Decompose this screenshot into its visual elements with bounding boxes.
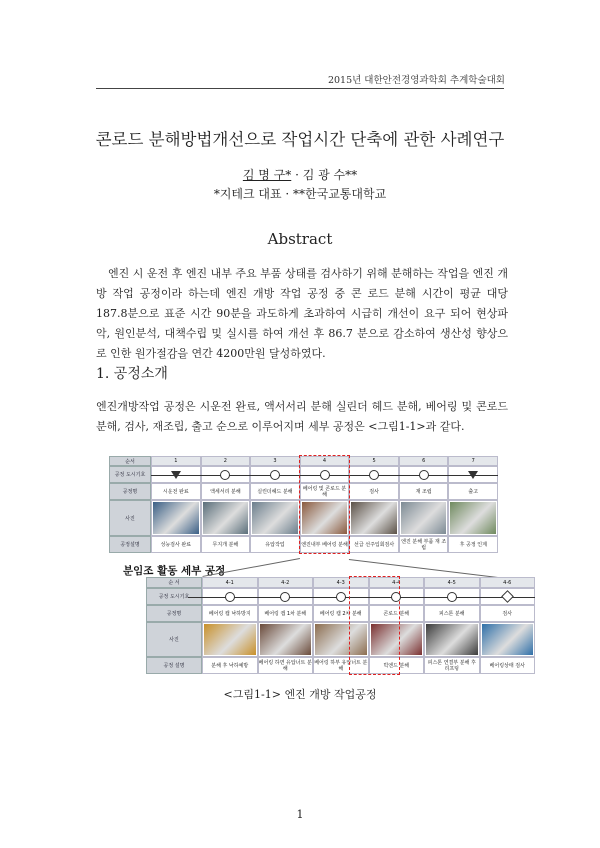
- bottom-cell-desc: 베어링 하면 유압너트 분해: [258, 657, 314, 674]
- top-row-label-sym: 공정 도시기호: [109, 466, 151, 483]
- bottom-symbol-circle-icon: [447, 592, 457, 602]
- bottom-cell-name: 베어링 캡 2차 분해: [313, 605, 369, 622]
- top-cell-photo: [250, 500, 300, 536]
- bottom-cell-desc: 피스톤 연결부 분해 후 리프팅: [424, 657, 480, 674]
- top-cell-desc: 후 공정 인계: [448, 536, 498, 553]
- top-cell-name: 시운전 완료: [151, 483, 201, 500]
- author-separator: ·: [291, 168, 303, 182]
- top-cell-desc: 성능검사 완료: [151, 536, 201, 553]
- bottom-cell-num: 4-6: [480, 577, 536, 588]
- top-cell-name: 검사: [349, 483, 399, 500]
- top-symbol-circle-icon: [270, 470, 280, 480]
- header-rule: [96, 88, 504, 89]
- bottom-cell-num: 4-3: [313, 577, 369, 588]
- top-symbol-tri-icon: [468, 471, 478, 479]
- bottom-row-num: [146, 577, 535, 588]
- author-first: 김 명 구*: [242, 168, 292, 182]
- top-row-label-name: 공정명: [109, 483, 151, 500]
- bottom-process-photo: [204, 624, 256, 655]
- bottom-process-photo: [426, 624, 478, 655]
- bottom-row-photo: [146, 622, 535, 657]
- top-cell-num: 5: [349, 456, 399, 466]
- bottom-cell-photo: [424, 622, 480, 657]
- bottom-row-label-photo: 사진: [146, 622, 202, 657]
- bottom-process-photo: [482, 624, 534, 655]
- bottom-cell-num: 4-1: [202, 577, 258, 588]
- top-cell-num: 1: [151, 456, 201, 466]
- bottom-symbol-diamond-icon: [501, 590, 514, 603]
- bottom-cell-num: 4-2: [258, 577, 314, 588]
- page-number: 1: [296, 808, 304, 821]
- top-cell-desc: 엔진 분해 부품 재 조립: [399, 536, 449, 553]
- bottom-cell-name: 콘로드 분해: [369, 605, 425, 622]
- top-symbol-circle-icon: [419, 470, 429, 480]
- top-row-label-desc: 공정설명: [109, 536, 151, 553]
- top-cell-num: 4: [300, 456, 350, 466]
- bottom-symbol-circle-icon: [391, 592, 401, 602]
- top-cell-name: 액세서리 분해: [201, 483, 251, 500]
- section-body: 엔진개방작업 공정은 시운전 완료, 액서서리 분해 실린더 헤드 분해, 베어링 및 콘로드 분해, 검사, 재조립, 출고 순으로 이루어지며 세부 공정은 <그림1-1>과 같다.: [96, 400, 508, 433]
- bottom-highlight-box: [349, 576, 400, 675]
- bottom-cell-name: 베어링 캡 1차 분해: [258, 605, 314, 622]
- top-cell-num: 6: [399, 456, 449, 466]
- top-cell-num: 7: [448, 456, 498, 466]
- bottom-cell-photo: [258, 622, 314, 657]
- top-cell-name: 출고: [448, 483, 498, 500]
- conference-header: 2015년 대한안전경영과학회 추계학술대회: [327, 75, 505, 86]
- bottom-cell-name: 피스톤 분해: [424, 605, 480, 622]
- bottom-symbol-circle-icon: [280, 592, 290, 602]
- main-process-table: [109, 456, 498, 559]
- bottom-symbol-circle-icon: [336, 592, 346, 602]
- top-cell-desc: 무지개 분해: [201, 536, 251, 553]
- top-cell-photo: [399, 500, 449, 536]
- sub-process-title: 분임조 활동 세부 공정: [123, 565, 226, 577]
- author-second: 김 광 수**: [302, 168, 358, 182]
- top-row-label-num: 순서: [109, 456, 151, 466]
- bottom-cell-desc: 빅엔드 분해: [369, 657, 425, 674]
- bottom-process-photo: [260, 624, 312, 655]
- bottom-row-desc: [146, 657, 535, 674]
- abstract-heading: Abstract: [267, 230, 333, 248]
- top-process-photo: [401, 502, 447, 534]
- top-cell-photo: [448, 500, 498, 536]
- top-process-photo: [153, 502, 199, 534]
- top-cell-name: 재 조립: [399, 483, 449, 500]
- bottom-cell-name: 베어링 캡 낙하방지: [202, 605, 258, 622]
- top-process-photo: [252, 502, 298, 534]
- author-line: [0, 166, 600, 183]
- bottom-cell-photo: [480, 622, 536, 657]
- bottom-cell-photo: [202, 622, 258, 657]
- top-cell-name: 베어링 및 콘로드 분해: [300, 483, 350, 500]
- bottom-row-label-desc: 공정 설명: [146, 657, 202, 674]
- top-cell-num: 2: [201, 456, 251, 466]
- figure-caption: <그림1-1> 엔진 개방 작업공정: [223, 688, 377, 701]
- bottom-cell-num: 4-4: [369, 577, 425, 588]
- top-cell-photo: [349, 500, 399, 536]
- top-cell-photo: [151, 500, 201, 536]
- top-cell-desc: 엔진내부 베어링 분해: [300, 536, 350, 553]
- bottom-cell-desc: 베어링상태 검사: [480, 657, 536, 674]
- top-row-label-photo: 사진: [109, 500, 151, 536]
- top-symbol-tri-icon: [171, 471, 181, 479]
- top-process-photo: [203, 502, 249, 534]
- paper-title: 콘로드 분해방법개선으로 작업시간 단축에 관한 사례연구: [95, 130, 505, 149]
- affiliation: *지테크 대표 · **한국교통대학교: [213, 187, 387, 201]
- top-symbol-circle-icon: [220, 470, 230, 480]
- bottom-cell-name: 검사: [480, 605, 536, 622]
- section-heading: 1. 공정소개: [96, 366, 168, 382]
- bottom-row-name: [146, 605, 535, 622]
- top-cell-desc: 유압작업: [250, 536, 300, 553]
- bottom-row-label-name: 공정명: [146, 605, 202, 622]
- bottom-row-sym: [146, 588, 535, 605]
- process-figure: [109, 456, 525, 678]
- sub-process-table: [146, 577, 525, 678]
- bottom-row-label-sym: 공정 도시기호: [146, 588, 202, 605]
- bottom-cell-desc: 베어링 하부 유압너트 분해: [313, 657, 369, 674]
- top-symbol-circle-icon: [369, 470, 379, 480]
- top-cell-photo: [201, 500, 251, 536]
- top-cell-num: 3: [250, 456, 300, 466]
- top-process-photo: [351, 502, 397, 534]
- abstract-body: 엔진 시 운전 후 엔진 내부 주요 부품 상태를 검사하기 위해 분해하는 작업을 엔진 개방 작업 공정이라 하는데 엔진 개방 작업 공정 중 콘 로드 분해 시간이 평균 대당 187.8분으로 표준 시간 90분을 과도하게 초과하여 시급히 개선이 요구 되어 현상파악, 원인분석, 대책수립 및 실시를 하여 개선 후 86.7 분으로 감소하여 생산성 향상으로 인한 원가절감을 연간 4200만원 달성하였다.: [96, 267, 508, 360]
- top-process-photo: [450, 502, 496, 534]
- top-cell-name: 실린더헤드 분해: [250, 483, 300, 500]
- bottom-cell-num: 4-5: [424, 577, 480, 588]
- top-symbol-circle-icon: [320, 470, 330, 480]
- bottom-row-label-num: 순 서: [146, 577, 202, 588]
- top-cell-desc: 선급 선주입회검사: [349, 536, 399, 553]
- bottom-cell-desc: 분해 후 낙하예방: [202, 657, 258, 674]
- bottom-symbol-circle-icon: [225, 592, 235, 602]
